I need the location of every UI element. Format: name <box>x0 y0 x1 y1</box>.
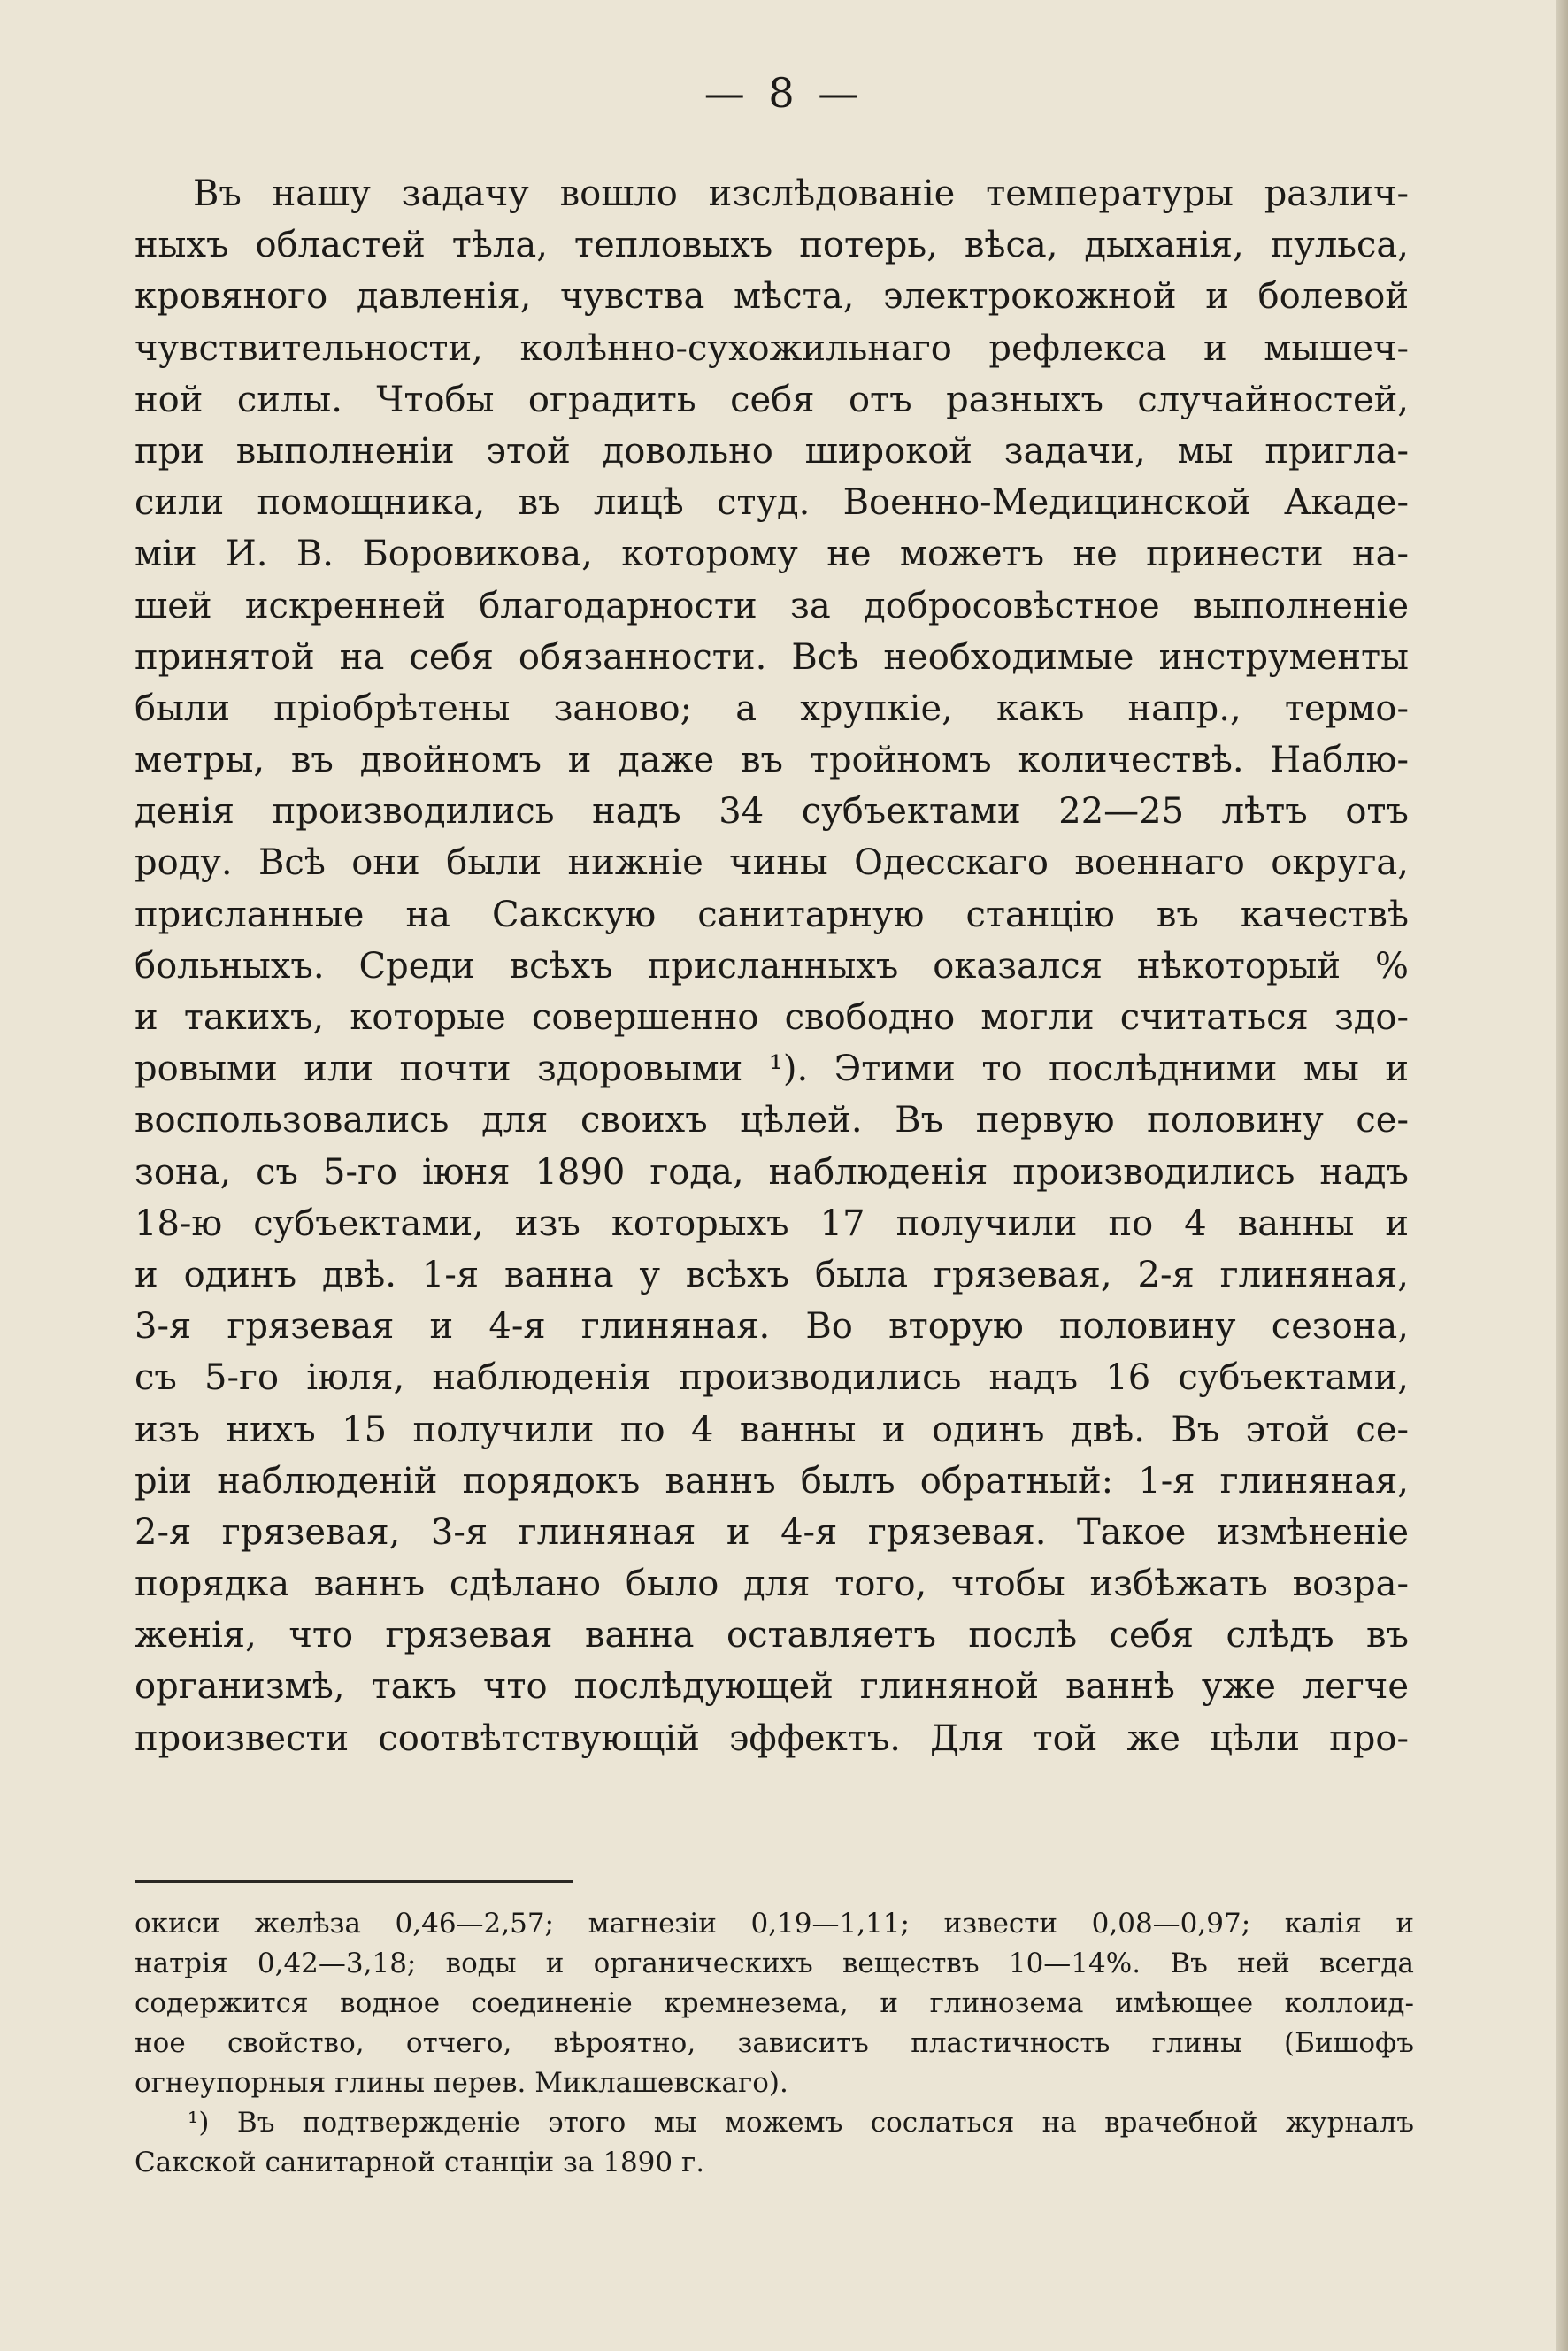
text-line: Въ нашу задачу вошло изслѣдованіе температуры различ- <box>193 173 1409 214</box>
footnote-line: натрія 0,42—3,18; воды и органическихъ веществъ 10—14%. Въ ней всегда <box>135 1948 1414 1979</box>
footnote-divider <box>135 1880 573 1883</box>
text-line: чувствительности, колѣнно-сухожильнаго рефлекса и мышеч- <box>135 327 1409 369</box>
text-line: 2-я грязевая, 3-я глиняная и 4-я грязевая. Такое измѣненіе <box>135 1511 1409 1553</box>
main-text <box>135 168 1409 1764</box>
page-number: — 8 — <box>703 69 865 117</box>
page-edge <box>1556 0 1568 2351</box>
text-line: 3-я грязевая и 4-я глиняная. Во вторую половину сезона, <box>135 1306 1409 1348</box>
text-line: женія, что грязевая ванна оставляетъ послѣ себя слѣдъ въ <box>135 1615 1409 1656</box>
text-line: изъ нихъ 15 получили по 4 ванны и одинъ двѣ. Въ этой се- <box>135 1409 1409 1450</box>
text-line: больныхъ. Среди всѣхъ присланныхъ оказался нѣкоторый % <box>135 945 1409 987</box>
text-line: ріи наблюденій порядокъ ваннъ былъ обратный: 1-я глиняная, <box>135 1460 1409 1502</box>
text-line: организмѣ, такъ что послѣдующей глиняной ваннѣ уже легче <box>135 1666 1409 1708</box>
text-line: и одинъ двѣ. 1-я ванна у всѣхъ была грязевая, 2-я глиняная, <box>135 1254 1409 1295</box>
text-line: съ 5-го іюля, наблюденія производились надъ 16 субъектами, <box>135 1357 1409 1399</box>
footnote-line: огнеупорныя глины перев. Миклашевскаго). <box>135 2067 788 2099</box>
footnote-line: окиси желѣза 0,46—2,57; магнезіи 0,19—1,11; извести 0,08—0,97; калія и <box>135 1908 1414 1940</box>
text-line: принятой на себя обязанности. Всѣ необходимые инструменты <box>135 636 1409 678</box>
text-line: роду. Всѣ они были нижніе чины Одесскаго военнаго округа, <box>135 842 1409 884</box>
text-line: ной силы. Чтобы оградить себя отъ разныхъ случайностей, <box>135 379 1409 420</box>
text-line: порядка ваннъ сдѣлано было для того, чтобы избѣжать возра- <box>135 1563 1409 1605</box>
text-line: присланные на Сакскую санитарную станцію въ качествѣ <box>135 894 1409 935</box>
text-line: зона, съ 5-го іюня 1890 года, наблюденія производились надъ <box>135 1151 1409 1193</box>
text-line: сили помощника, въ лицѣ студ. Военно-Медицинской Акаде- <box>135 482 1409 524</box>
text-line: міи И. В. Боровикова, которому не можетъ не принести на- <box>135 534 1409 575</box>
text-line: денія производились надъ 34 субъектами 22—25 лѣтъ отъ <box>135 791 1409 833</box>
footnotes <box>135 1904 1414 2183</box>
text-line: и такихъ, которые совершенно свободно могли считаться здо- <box>135 997 1409 1038</box>
text-line: 18-ю субъектами, изъ которыхъ 17 получили по 4 ванны и <box>135 1202 1409 1244</box>
footnote-line: содержится водное соединеніе кремнезема, и глинозема имѣющее коллоид- <box>135 1987 1414 2019</box>
text-line: метры, въ двойномъ и даже въ тройномъ количествѣ. Наблю- <box>135 740 1409 781</box>
footnote-line: ное свойство, отчего, вѣроятно, зависитъ пластичность глины (Бишофъ <box>135 2027 1414 2059</box>
text-line: произвести соотвѣтствующій эффектъ. Для той же цѣли про- <box>135 1717 1409 1759</box>
text-line: ровыми или почти здоровыми ¹). Этими то послѣдними мы и <box>135 1049 1409 1090</box>
footnote-line: ¹) Въ подтвержденіе этого мы можемъ сослаться на врачебной журналъ <box>188 2107 1414 2139</box>
text-line: ныхъ областей тѣла, тепловыхъ потерь, вѣса, дыханія, пульса, <box>135 225 1409 266</box>
text-line: кровяного давленія, чувства мѣста, электрокожной и болевой <box>135 276 1409 318</box>
footnote-line: Сакской санитарной станціи за 1890 г. <box>135 2147 705 2178</box>
text-line: при выполненіи этой довольно широкой задачи, мы пригла- <box>135 430 1409 472</box>
text-line: воспользовались для своихъ цѣлей. Въ первую половину се- <box>135 1100 1409 1141</box>
text-line: шей искренней благодарности за добросовѣстное выполненіе <box>135 585 1409 626</box>
text-line: были пріобрѣтены заново; а хрупкіе, какъ напр., термо- <box>135 688 1409 729</box>
